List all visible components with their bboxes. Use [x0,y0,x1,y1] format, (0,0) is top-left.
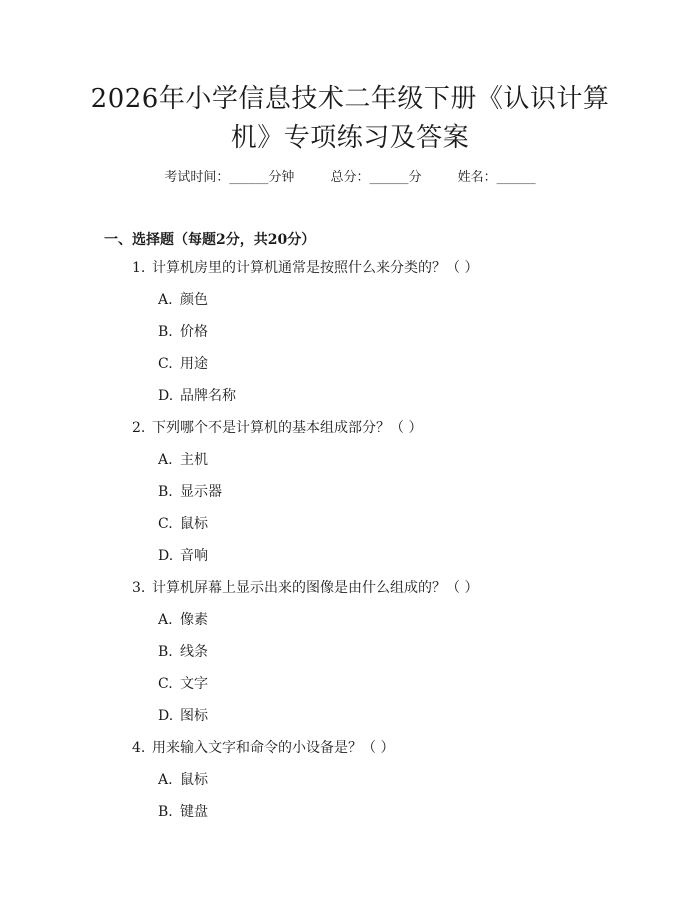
option-letter: A. [158,452,173,468]
option-letter: B. [158,324,173,340]
option-3a [158,610,208,630]
option-3d [158,706,208,726]
question-text: 计算机屏幕上显示出来的图像是由什么组成的？（ ） [152,580,479,596]
question-number: 1. [132,260,146,276]
option-text: 颜色 [180,292,208,308]
question-number: 3. [132,580,146,596]
question-1 [132,258,478,278]
option-2b [158,482,222,502]
option-text: 用途 [180,356,208,372]
exam-time-field: 考试时间：______分钟 [164,170,295,185]
option-3b [158,642,208,662]
option-text: 图标 [180,708,208,724]
option-text: 鼠标 [180,772,208,788]
option-text: 文字 [180,676,208,692]
option-2d [158,546,208,566]
question-3 [132,578,478,598]
option-text: 显示器 [180,484,222,500]
question-text: 用来输入文字和命令的小设备是？（ ） [152,740,395,756]
option-text: 品牌名称 [180,388,236,404]
section-heading-choice: 一、选择题（每题2分，共20分） [104,232,316,248]
option-letter: D. [158,548,174,564]
option-1d [158,386,236,406]
option-1a [158,290,208,310]
option-letter: A. [158,612,173,628]
question-2 [132,418,422,438]
option-1b [158,322,208,342]
option-text: 音响 [180,548,208,564]
question-text: 计算机房里的计算机通常是按照什么来分类的？（ ） [152,260,479,276]
option-letter: A. [158,292,173,308]
question-text: 下列哪个不是计算机的基本组成部分？（ ） [152,420,423,436]
option-text: 主机 [180,452,208,468]
option-letter: A. [158,772,173,788]
question-number: 4. [132,740,146,756]
option-letter: D. [158,388,174,404]
question-number: 2. [132,420,146,436]
option-3c [158,674,208,694]
option-letter: C. [158,356,173,372]
option-letter: B. [158,804,173,820]
option-letter: B. [158,644,173,660]
document-title [60,80,640,158]
option-2a [158,450,208,470]
option-text: 鼠标 [180,516,208,532]
option-text: 线条 [180,644,208,660]
option-1c [158,354,208,374]
option-letter: B. [158,484,173,500]
option-2c [158,514,208,534]
student-name-field: 姓名：______ [457,170,536,185]
title-line-1: 2026年小学信息技术二年级下册《认识计算 [90,84,610,114]
exam-info-line [0,168,700,188]
option-4b [158,802,208,822]
option-text: 像素 [180,612,208,628]
option-4a [158,770,208,790]
question-4 [132,738,394,758]
option-letter: C. [158,676,173,692]
option-letter: D. [158,708,174,724]
option-text: 价格 [180,324,208,340]
title-line-2: 机》专项练习及答案 [230,123,470,153]
option-letter: C. [158,516,173,532]
total-score-field: 总分：______分 [330,170,422,185]
option-text: 键盘 [180,804,208,820]
